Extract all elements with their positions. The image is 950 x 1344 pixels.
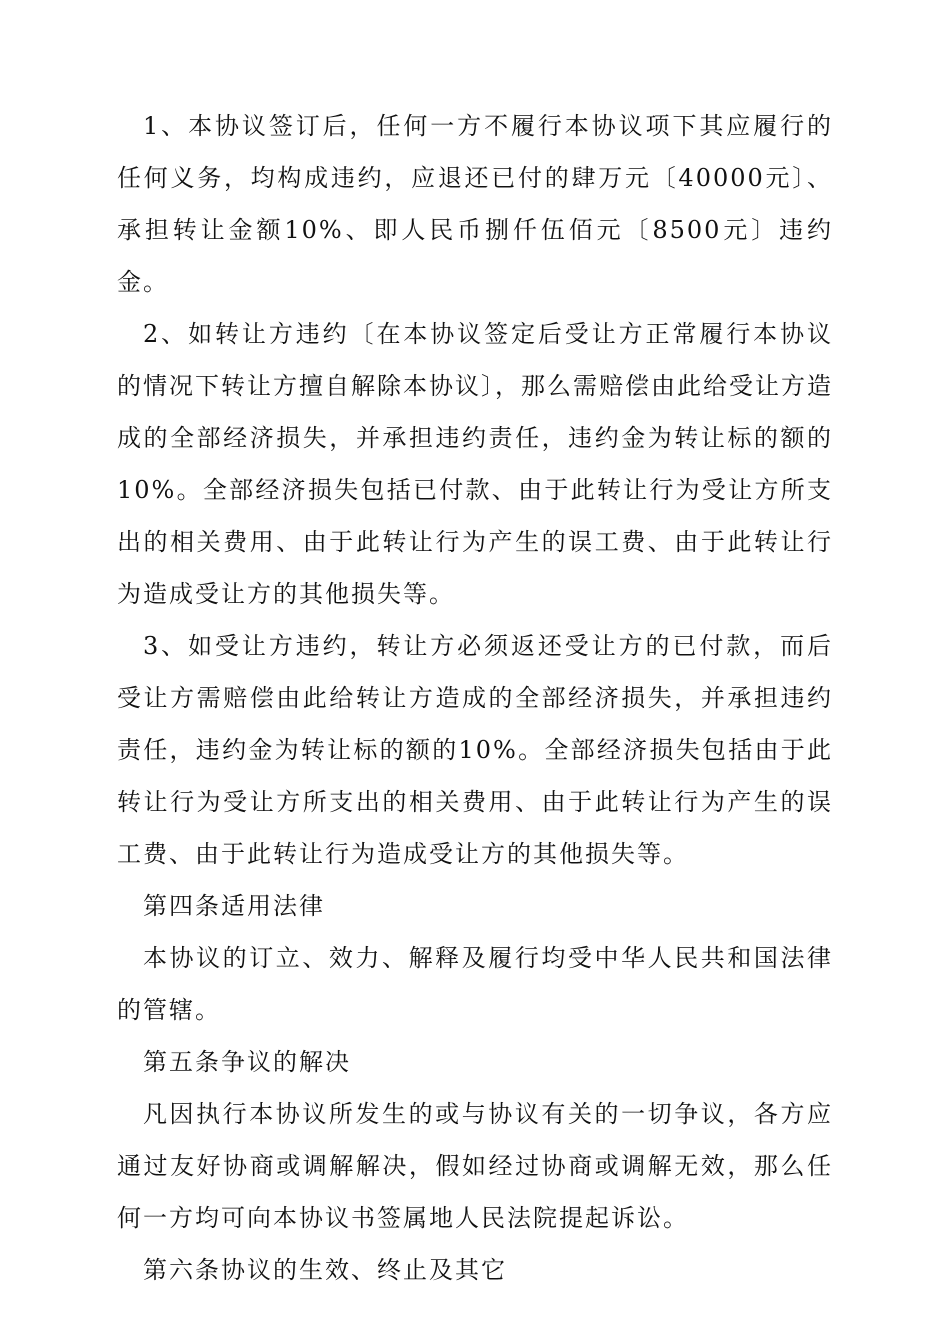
clause-3-paragraph: 3、如受让方违约，转让方必须返还受让方的已付款，而后受让方需赔偿由此给转让方造成的全部经济损失，并承担违约责任，违约金为转让标的额的10%。全部经济损失包括由于此转让行为受让方所支出的相关费用、由于此转让行为产生的误工费、由于此转让行为造成受让方的其他损失等。 [117,632,833,868]
clause-1-paragraph: 1、本协议签订后，任何一方不履行本协议项下其应履行的任何义务，均构成违约，应退还已付的肆万元〔40000元〕、承担转让金额10%、即人民币捌仟伍佰元〔8500元〕违约金。 [117,112,833,296]
article-4-heading: 第四条适用法律 [143,892,325,920]
article-6-heading: 第六条协议的生效、终止及其它 [143,1256,507,1284]
article-5-body: 凡因执行本协议所发生的或与协议有关的一切争议，各方应通过友好协商或调解解决，假如经过协商或调解无效，那么任何一方均可向本协议书签属地人民法院提起诉讼。 [117,1100,833,1232]
article-4-body: 本协议的订立、效力、解释及履行均受中华人民共和国法律的管辖。 [117,944,833,1024]
clause-2-paragraph: 2、如转让方违约〔在本协议签定后受让方正常履行本协议的情况下转让方擅自解除本协议〕，那么需赔偿由此给受让方造成的全部经济损失，并承担违约责任，违约金为转让标的额的10%。全部经济损失包括已付款、由于此转让行为受让方所支出的相关费用、由于此转让行为产生的误工费、由于此转让行为造成受让方的其他损失等。 [117,320,833,608]
document-body [117,100,833,1296]
article-5-heading: 第五条争议的解决 [143,1048,351,1076]
